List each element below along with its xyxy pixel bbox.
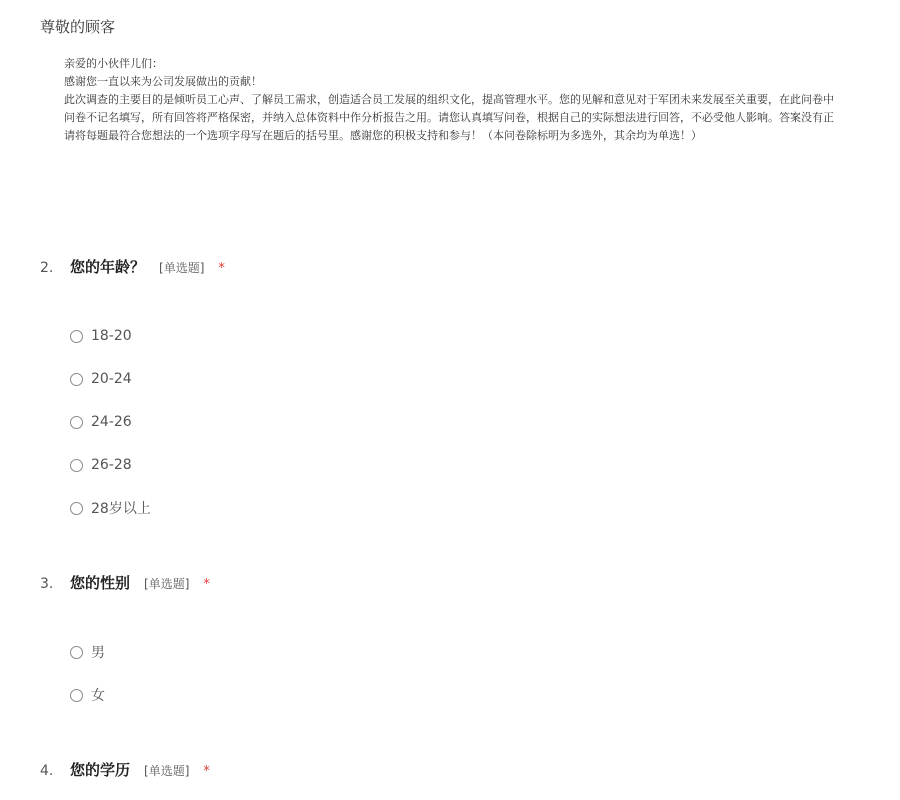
question-number: 2. — [40, 260, 54, 276]
question-number: 4. — [40, 763, 54, 779]
radio-button[interactable] — [70, 459, 83, 472]
survey-introduction — [64, 55, 900, 145]
radio-button[interactable] — [70, 330, 83, 343]
radio-button[interactable] — [70, 689, 83, 702]
option-label: 24-26 — [91, 414, 132, 430]
option-age-24-26[interactable] — [70, 412, 132, 432]
option-gender-female[interactable] — [70, 685, 105, 705]
option-label: 28岁以上 — [91, 501, 151, 517]
question-header — [40, 256, 225, 278]
intro-line: 感谢您一直以来为公司发展做出的贡献！ — [64, 75, 262, 88]
intro-line: 亲爱的小伙伴儿们： — [64, 57, 163, 70]
radio-button[interactable] — [70, 373, 83, 386]
option-label: 男 — [91, 645, 105, 661]
option-label: 女 — [91, 688, 105, 704]
question-header — [40, 572, 210, 594]
option-label: 18-20 — [91, 328, 132, 344]
question-type-label: [单选题] — [159, 261, 205, 275]
radio-button[interactable] — [70, 646, 83, 659]
required-marker: * — [203, 764, 210, 779]
required-marker: * — [218, 261, 225, 276]
intro-line: 请将每题最符合您想法的一个选项字母写在题后的括号里。感谢您的积极支持和参与！（本问卷除标明为多选外，其余均为单选！） — [64, 129, 702, 142]
question-type-label: [单选题] — [144, 577, 190, 591]
radio-button[interactable] — [70, 502, 83, 515]
question-title: 您的性别 — [70, 574, 131, 592]
option-age-28-plus[interactable] — [70, 498, 151, 518]
question-type-label: [单选题] — [144, 764, 190, 778]
required-marker: * — [203, 577, 210, 592]
question-number: 3. — [40, 576, 54, 592]
option-gender-male[interactable] — [70, 642, 105, 662]
option-label: 20-24 — [91, 371, 132, 387]
question-title: 您的年龄？ — [70, 258, 146, 276]
option-age-20-24[interactable] — [70, 369, 132, 389]
question-title: 您的学历 — [70, 761, 131, 779]
option-age-26-28[interactable] — [70, 455, 132, 475]
option-age-18-20[interactable] — [70, 326, 132, 346]
intro-line: 问卷不记名填写，所有回答将严格保密，并纳入总体资料中作分析报告之用。请您认真填写问卷，根据自己的实际想法进行回答，不必受他人影响。答案没有正 — [64, 111, 834, 124]
question-header — [40, 759, 210, 781]
greeting-heading: 尊敬的顾客 — [40, 18, 116, 36]
intro-line: 此次调查的主要目的是倾听员工心声、了解员工需求，创造适合员工发展的组织文化，提高管理水平。您的见解和意见对于军团未来发展至关重要，在此问卷中 — [64, 93, 834, 106]
option-label: 26-28 — [91, 457, 132, 473]
radio-button[interactable] — [70, 416, 83, 429]
